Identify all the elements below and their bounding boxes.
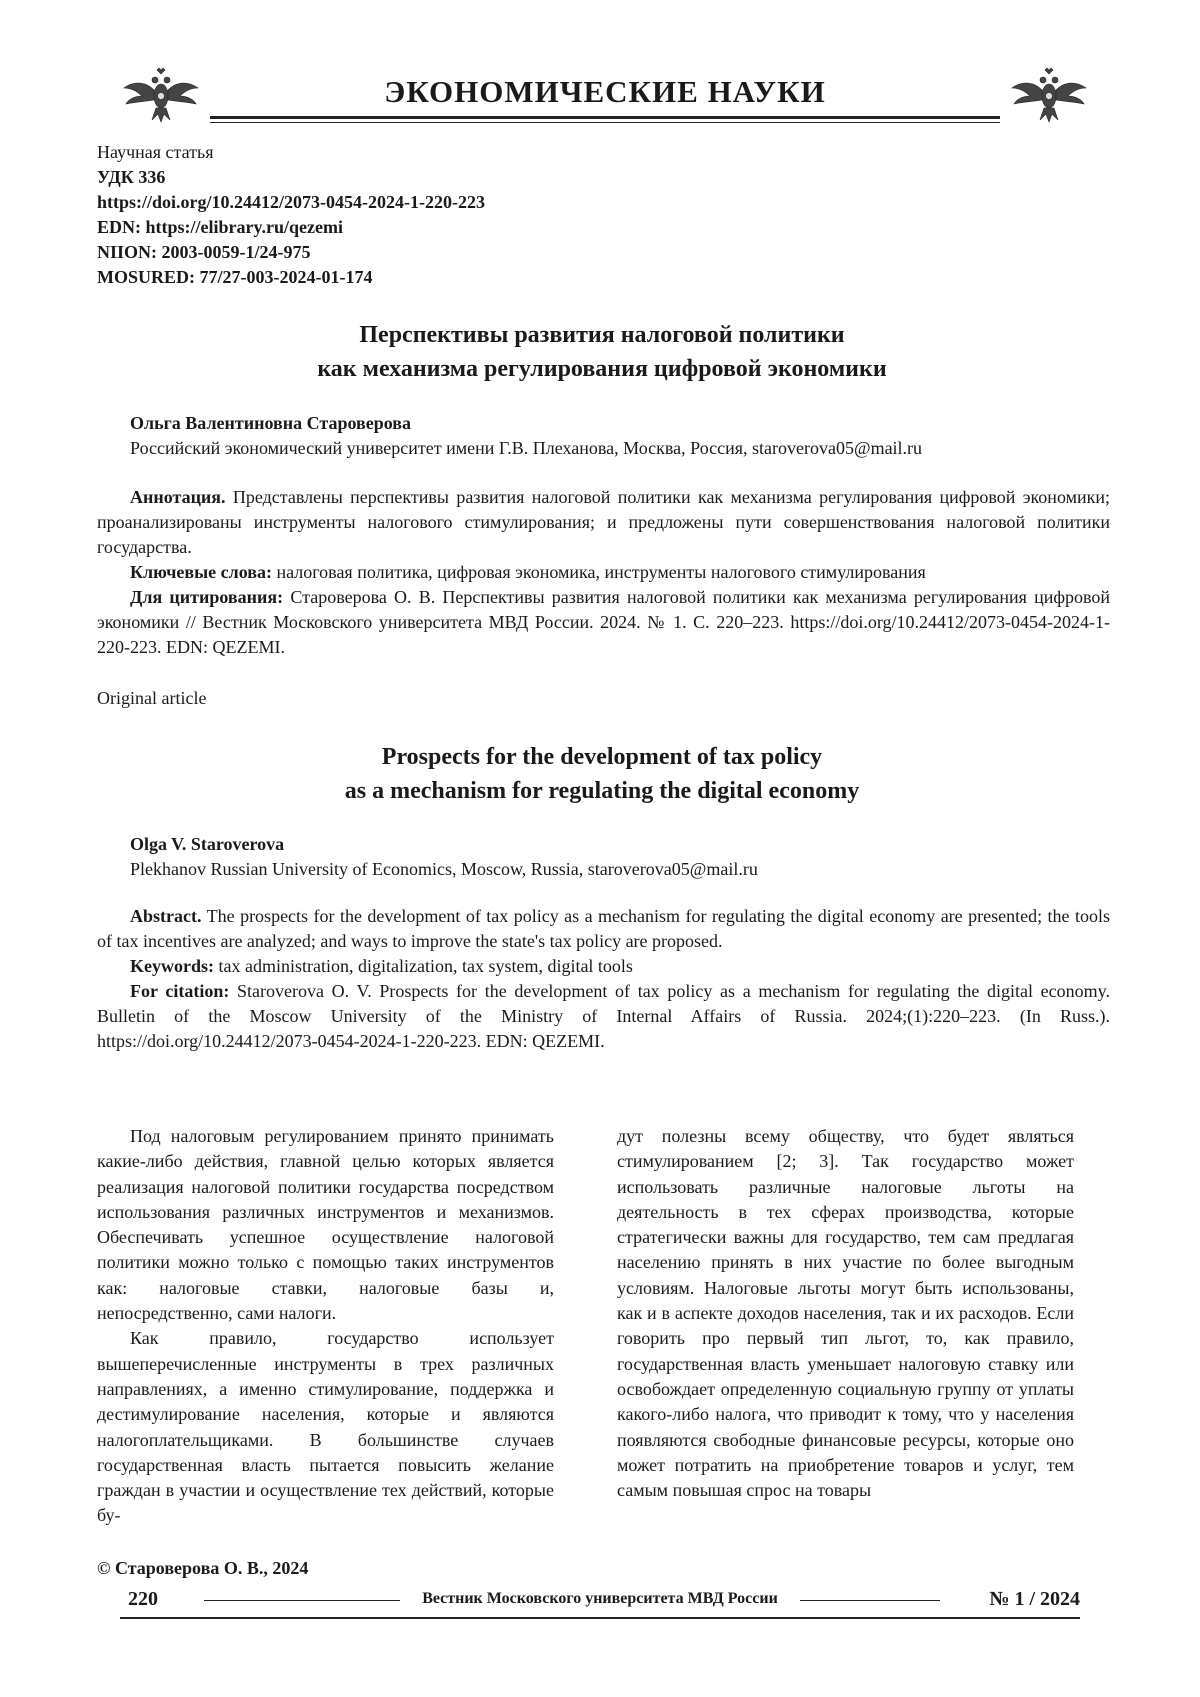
issue-number: № 1 / 2024 [989,1588,1080,1610]
footer-rule-bottom [120,1617,1080,1619]
body-paragraph: Как правило, государство использует вышеперечисленные инструменты в трех различных направлениях, а именно стимулирование, поддержка и дестимулирование населения, которые и являются налогоплательщиками. В большинстве случаев государственная власть пытается повысить желание граждан в участии и осуществление тех действий, которые бу- [97,1328,554,1526]
citation-paragraph [97,585,1110,660]
body-column-right [617,1124,1074,1503]
page-footer [120,1584,1080,1614]
article-meta [97,140,485,290]
author-affiliation: Plekhanov Russian University of Economics, Moscow, Russia, staroverova05@mail.ru [130,859,758,879]
article-title-en [97,740,1107,808]
article-title-ru [97,318,1107,386]
article-type-en: Original article [97,688,207,708]
keywords-text: tax administration, digitalization, tax system, digital tools [218,956,633,976]
keywords-text: налоговая политика, цифровая экономика, инструменты налогового стимулирования [276,562,926,582]
keywords-paragraph [97,560,1110,585]
abstract-en [97,904,1110,1054]
double-headed-eagle-icon [1010,66,1088,126]
keywords-label: Keywords: [130,956,214,976]
keywords-label: Ключевые слова: [130,562,272,582]
title-line: as a mechanism for regulating the digital economy [344,778,860,804]
author-block-ru [130,411,922,461]
udk-code: УДК 336 [97,167,166,187]
citation-text: Staroverova O. V. Prospects for the development of tax policy as a mechanism for regulating the digital economy. Bulletin of the Moscow University of the Ministry of Internal Affairs of Russia. 2024;(1):220–223. (In Russ.). https://doi.org/10.24412/2073-0454-2024-1-220-223. EDN: QEZEMI. [97,981,1110,1051]
title-line: как механизма регулирования цифровой экономики [317,356,887,382]
citation-text: Староверова О. В. Перспективы развития налоговой политики как механизма регулирования цифровой экономики // Вестник Московского университета МВД России. 2024. № 1. С. 220–223. https://doi.org/10.24412/2073-0454-2024-1-220-223. EDN: QEZEMI. [97,587,1111,657]
footer-rule [800,1600,940,1601]
citation-paragraph [97,979,1110,1054]
abstract-label: Abstract. [130,906,202,926]
page-number: 220 [128,1588,158,1610]
abstract-text: The prospects for the development of tax policy as a mechanism for regulating the digital economy are presented; the tools of tax incentives are analyzed; and ways to improve the state's tax policy are proposed. [97,906,1110,951]
doi-link[interactable]: https://doi.org/10.24412/2073-0454-2024-1-220-223 [97,192,485,212]
header-rule [210,116,1000,119]
mosured-code: MOSURED: 77/27-003-2024-01-174 [97,267,373,287]
citation-label: For citation: [130,981,230,1001]
double-headed-eagle-icon [122,66,200,126]
author-name: Ольга Валентиновна Староверова [130,413,412,433]
abstract-label: Аннотация. [130,487,226,507]
body-paragraph: Под налоговым регулированием принято принимать какие-либо действия, главной целью которых является реализация налоговой политики государства посредством использования различных инструментов и механизмов. Обеспечивать успешное осуществление налоговой политики можно только с помощью таких инструментов как: налоговые ставки, налоговые базы и, непосредственно, сами налоги. [97,1126,554,1324]
abstract-text: Представлены перспективы развития налоговой политики как механизма регулирования цифровой экономики; проанализированы инструменты налогового стимулирования; и предложены пути совершенствования налоговой политики государства. [97,487,1110,557]
title-line: Перспективы развития налоговой политики [359,322,845,348]
author-block-en [130,832,758,882]
section-title: ЭКОНОМИЧЕСКИЕ НАУКИ [384,74,826,109]
keywords-paragraph [97,954,1110,979]
body-column-left [97,1124,554,1529]
journal-name: Вестник Московского университета МВД России [422,1590,778,1607]
journal-header [122,66,1088,126]
author-affiliation: Российский экономический университет имени Г.В. Плеханова, Москва, Россия, staroverova05@mail.ru [130,438,923,458]
footer-rule [204,1600,400,1601]
abstract-paragraph [97,904,1110,954]
niion-code: NIION: 2003-0059-1/24-975 [97,242,311,262]
abstract-ru [97,485,1110,660]
title-line: Prospects for the development of tax policy [381,744,823,770]
citation-label: Для цитирования: [130,587,284,607]
abstract-paragraph [97,485,1110,560]
copyright-notice: © Староверова О. В., 2024 [97,1558,309,1578]
body-paragraph: дут полезны всему обществу, что будет являться стимулированием [2; 3]. Так государство может использовать различные налоговые льготы на деятельность в тех сферах производства, которые стратегически важны для государство, тем сам предлагая населению принять в них участие по более выгодным условиям. Налоговые льготы могут быть использованы, как и в аспекте доходов населения, так и их расходов. Если говорить про первый тип льгот, то, как правило, государственная власть уменьшает налоговую ставку или освобождает определенную социальную группу от уплаты какого-либо налога, что приводит к тому, что у населения появляются свободные финансовые ресурсы, которые оно может потратить на приобретение товаров и услуг, тем самым повышая спрос на товары [617,1126,1074,1501]
author-name: Olga V. Staroverova [130,834,285,854]
article-type: Научная статья [97,142,214,162]
header-rule-thin [210,122,1000,123]
edn-link[interactable]: EDN: https://elibrary.ru/qezemi [97,217,343,237]
